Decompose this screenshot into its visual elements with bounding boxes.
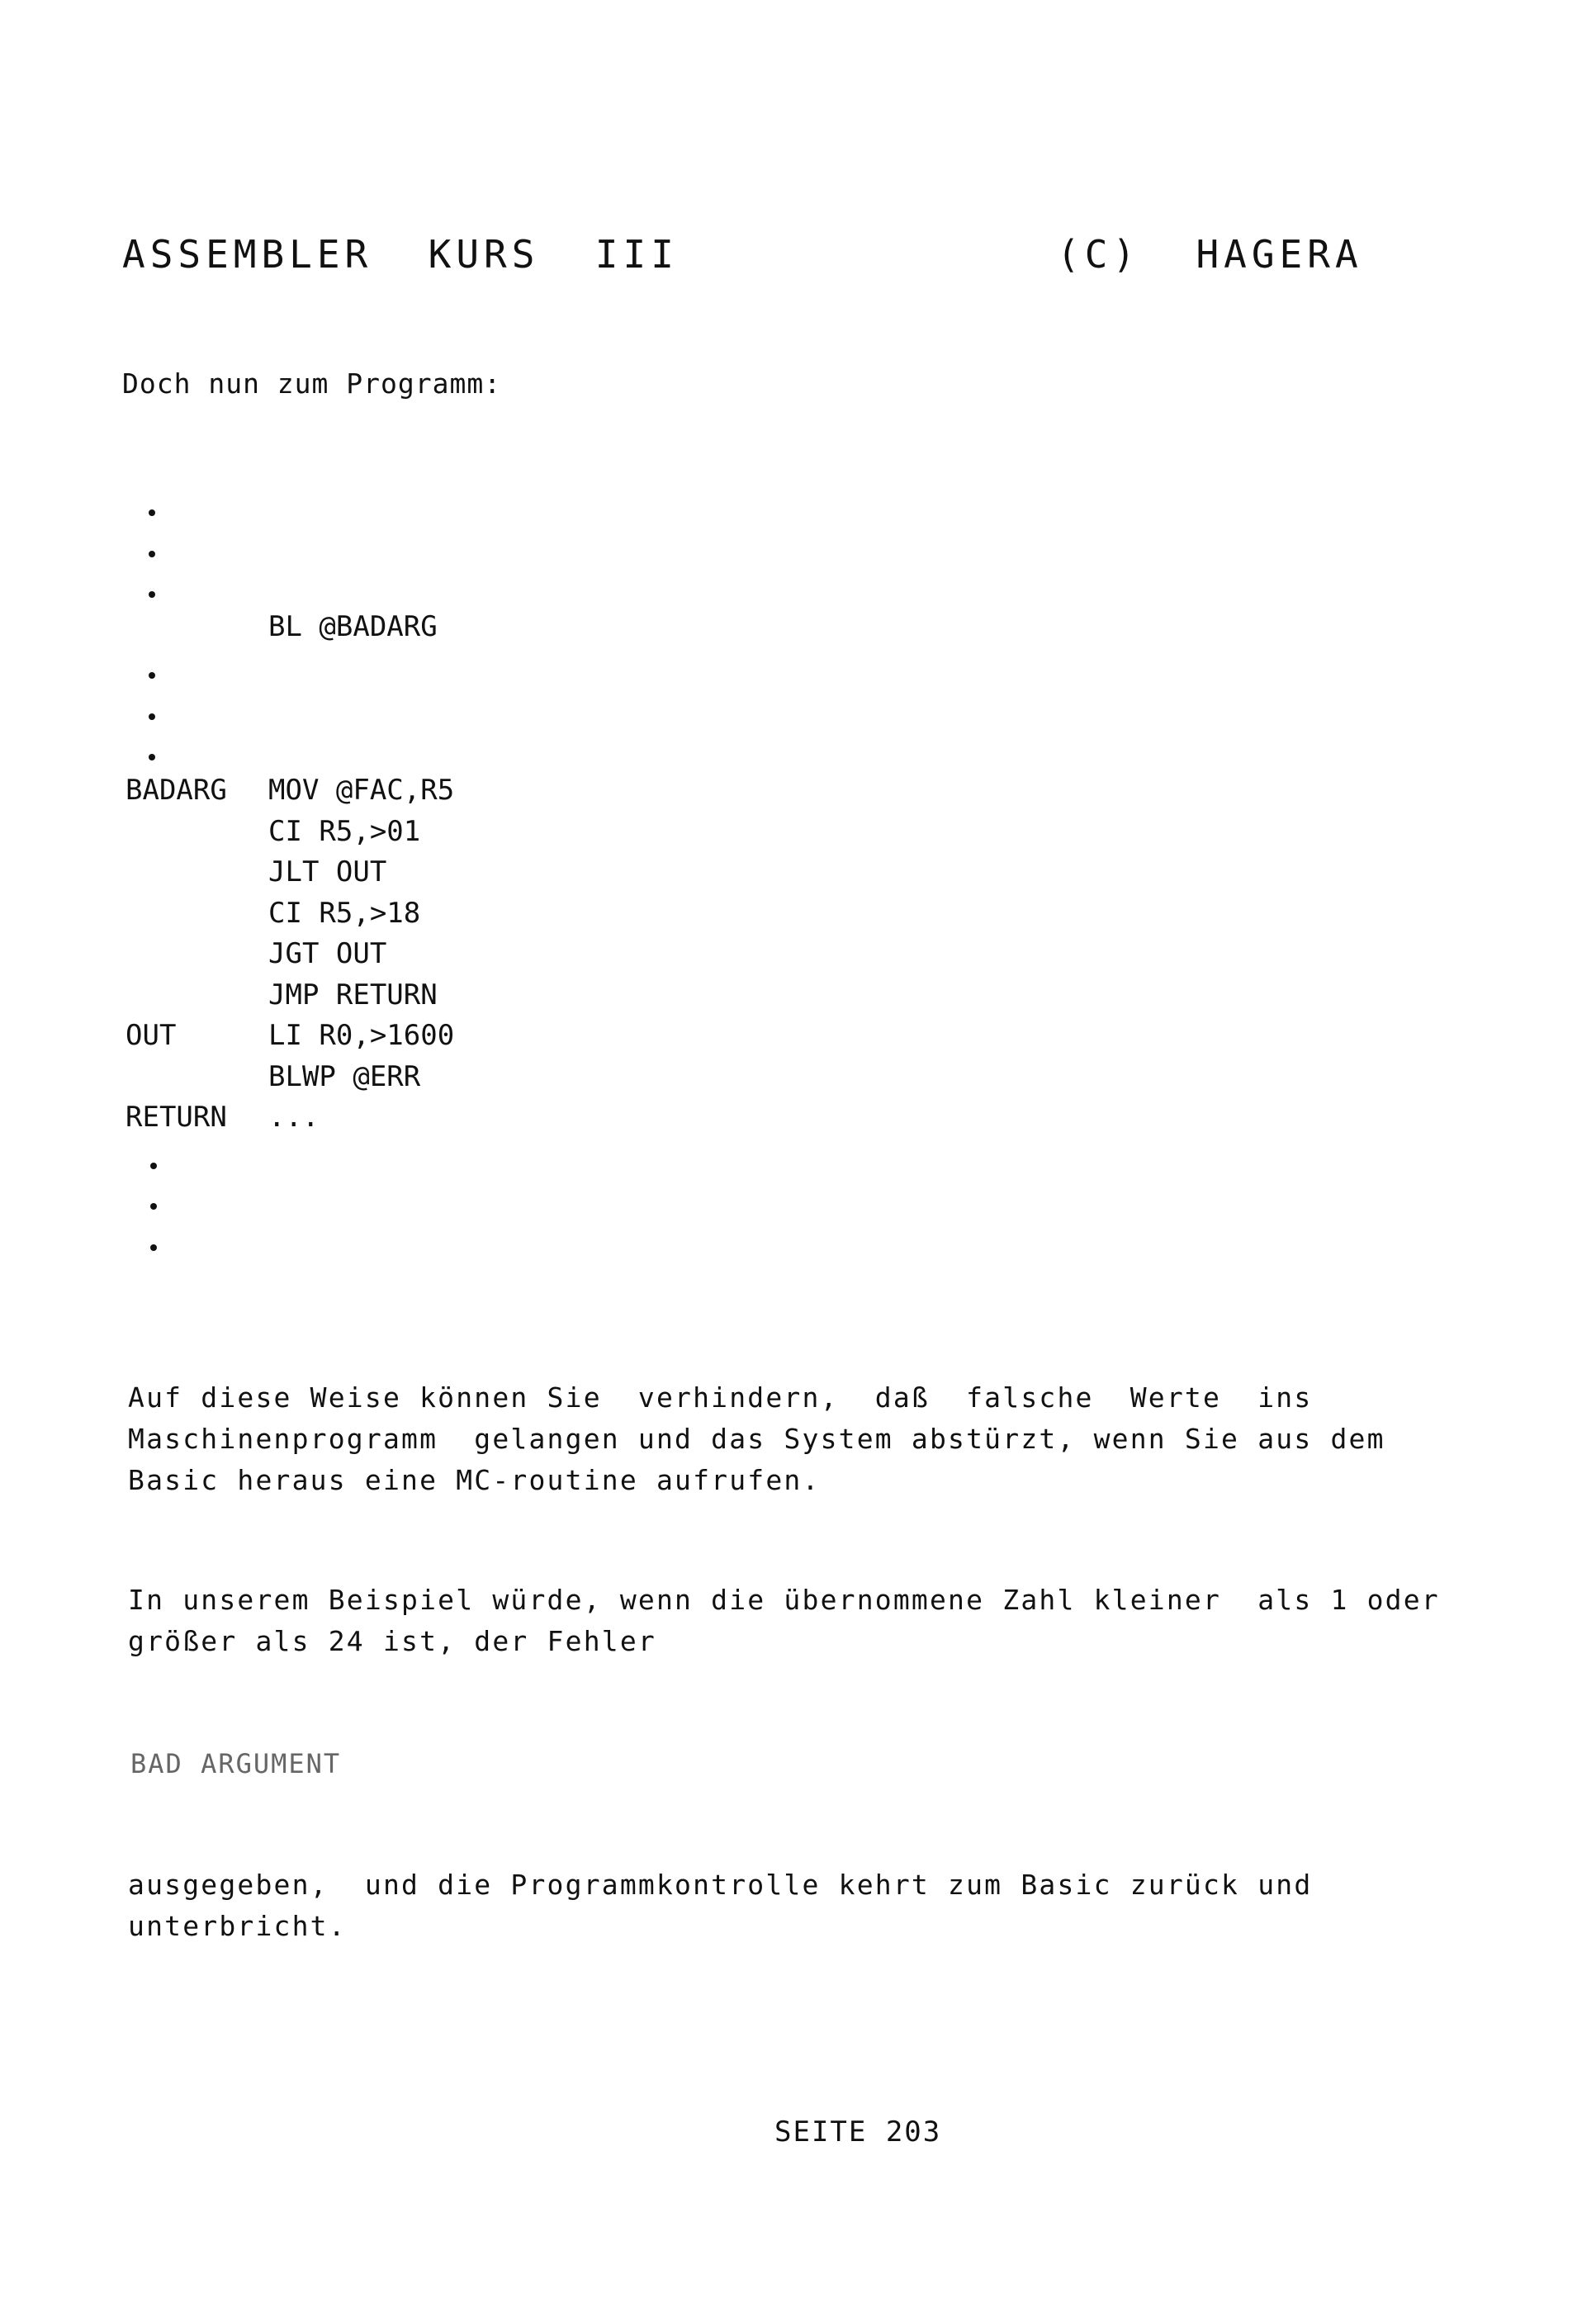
paragraph-1: Auf diese Weise können Sie verhindern, daß falsche Werte ins Maschinenprogramm gelangen und das System abstürzt, wenn Sie aus dem Basic heraus eine MC-routine aufrufen. bbox=[128, 1381, 1404, 1496]
code-label: RETURN bbox=[126, 1101, 227, 1134]
paragraph-3: ausgegeben, und die Programmkontrolle kehrt zum Basic zurück und unterbricht. bbox=[128, 1869, 1331, 1942]
code-label: OUT bbox=[126, 1019, 177, 1052]
ellipsis-dot bbox=[149, 509, 155, 516]
code-instruction: CI R5,>01 bbox=[268, 815, 421, 848]
ellipsis-dot bbox=[149, 672, 155, 679]
page-number: SEITE 203 bbox=[774, 2115, 942, 2149]
code-label: BADARG bbox=[126, 774, 227, 807]
code-instruction: MOV @FAC,R5 bbox=[268, 774, 455, 807]
code-instruction: CI R5,>18 bbox=[268, 897, 421, 930]
ellipsis-dot bbox=[150, 1244, 157, 1251]
code-instruction: LI R0,>1600 bbox=[268, 1019, 455, 1052]
ellipsis-dot bbox=[149, 754, 155, 760]
error-message: BAD ARGUMENT bbox=[130, 1748, 342, 1779]
ellipsis-dot bbox=[149, 551, 155, 557]
intro-text: Doch nun zum Programm: bbox=[122, 367, 502, 400]
code-instruction: BLWP @ERR bbox=[268, 1060, 421, 1093]
course-title: ASSEMBLER KURS III bbox=[122, 232, 679, 277]
code-call-line: BL @BADARG bbox=[268, 610, 438, 643]
copyright-notice: (C) HAGERA bbox=[1057, 232, 1363, 277]
ellipsis-dot bbox=[149, 713, 155, 720]
code-instruction: JMP RETURN bbox=[268, 978, 438, 1012]
code-instruction: ... bbox=[268, 1101, 320, 1134]
ellipsis-dot bbox=[149, 591, 155, 598]
ellipsis-dot bbox=[150, 1203, 157, 1210]
code-instruction: JLT OUT bbox=[268, 855, 387, 888]
code-instruction: JGT OUT bbox=[268, 937, 387, 970]
paragraph-2: In unserem Beispiel würde, wenn die übernommene Zahl kleiner als 1 oder größer als 24 ist, der Fehler bbox=[128, 1584, 1458, 1657]
ellipsis-dot bbox=[150, 1163, 157, 1169]
